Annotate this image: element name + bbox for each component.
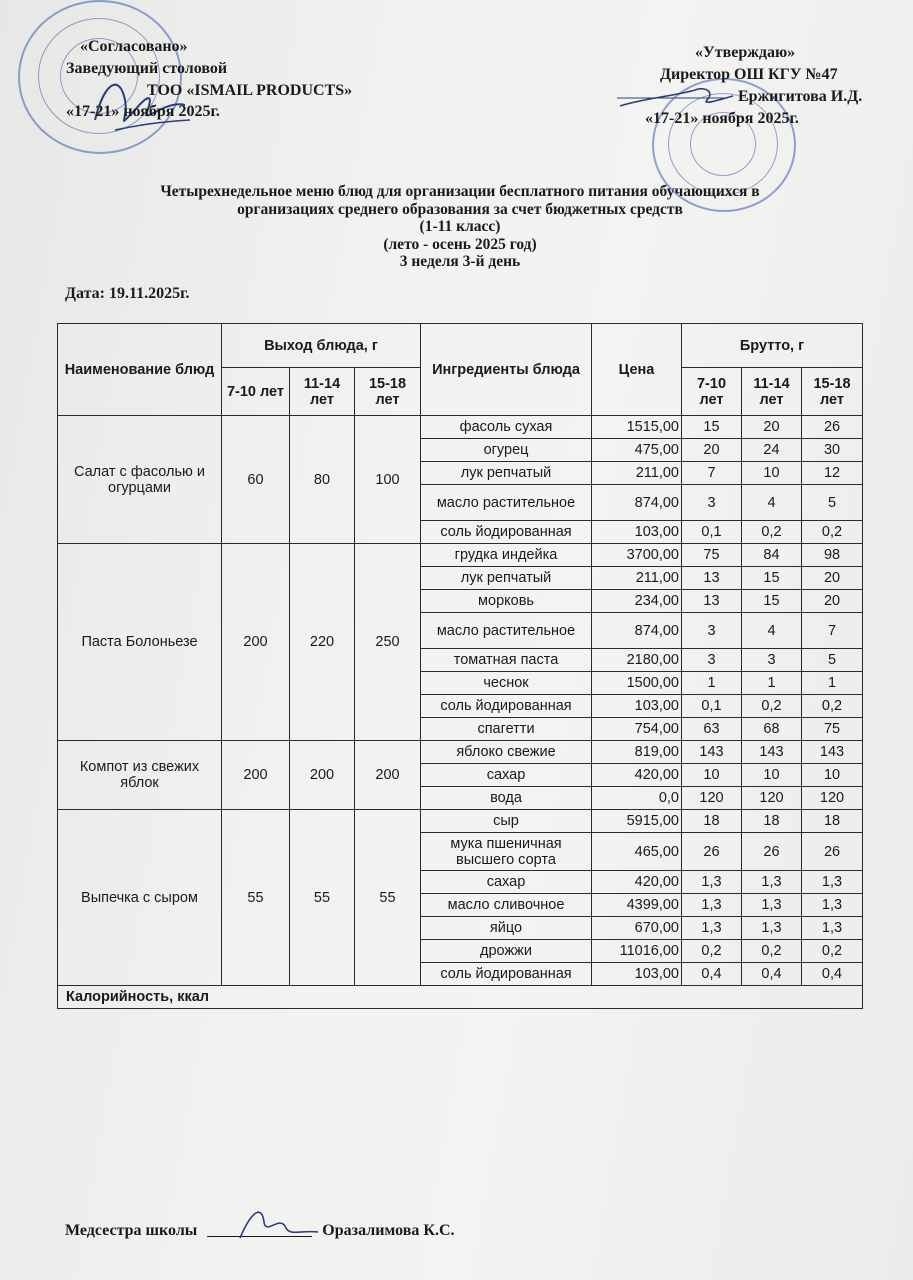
ingredient-name: мука пшеничная высшего сорта bbox=[421, 833, 592, 871]
menu-table bbox=[57, 323, 863, 1009]
ingredient-price: 103,00 bbox=[592, 695, 682, 718]
dish-yield-2: 200 bbox=[290, 741, 355, 810]
table-row bbox=[58, 741, 863, 764]
brutto-value-2: 24 bbox=[742, 439, 802, 462]
dish-name: Салат с фасолью и огурцами bbox=[58, 416, 222, 544]
ingredient-name: вода bbox=[421, 787, 592, 810]
header-dish-name: Наименование блюд bbox=[58, 324, 222, 416]
brutto-value-1: 0,1 bbox=[682, 695, 742, 718]
header-yield-age-11-14: 11-14 лет bbox=[290, 368, 355, 416]
brutto-value-2: 84 bbox=[742, 544, 802, 567]
dish-yield-3: 100 bbox=[355, 416, 421, 544]
dish-name: Выпечка с сыром bbox=[58, 810, 222, 986]
brutto-value-1: 75 bbox=[682, 544, 742, 567]
menu-date: Дата: 19.11.2025г. bbox=[65, 285, 190, 302]
dish-yield-3: 200 bbox=[355, 741, 421, 810]
brutto-value-1: 63 bbox=[682, 718, 742, 741]
ingredient-name: грудка индейка bbox=[421, 544, 592, 567]
brutto-value-3: 1 bbox=[802, 672, 863, 695]
dish-yield-3: 250 bbox=[355, 544, 421, 741]
brutto-value-1: 0,1 bbox=[682, 521, 742, 544]
brutto-value-2: 143 bbox=[742, 741, 802, 764]
ingredient-price: 2180,00 bbox=[592, 649, 682, 672]
brutto-value-2: 0,2 bbox=[742, 940, 802, 963]
ingredient-name: сахар bbox=[421, 764, 592, 787]
header-brutto-age-15-18: 15-18 лет bbox=[802, 368, 863, 416]
brutto-value-1: 7 bbox=[682, 462, 742, 485]
brutto-value-3: 1,3 bbox=[802, 894, 863, 917]
title-line-3: (1-11 класс) bbox=[419, 218, 501, 235]
ingredient-name: масло растительное bbox=[421, 485, 592, 521]
brutto-value-1: 15 bbox=[682, 416, 742, 439]
title-line-5: 3 неделя 3-й день bbox=[399, 253, 521, 270]
dish-yield-1: 200 bbox=[222, 741, 290, 810]
brutto-value-3: 30 bbox=[802, 439, 863, 462]
brutto-value-2: 0,2 bbox=[742, 521, 802, 544]
ingredient-name: огурец bbox=[421, 439, 592, 462]
director-title: Директор ОШ КГУ №47 bbox=[660, 66, 838, 83]
brutto-value-3: 0,2 bbox=[802, 940, 863, 963]
ingredient-price: 0,0 bbox=[592, 787, 682, 810]
header-yield: Выход блюда, г bbox=[222, 324, 421, 368]
brutto-value-1: 13 bbox=[682, 590, 742, 613]
header-brutto: Брутто, г bbox=[682, 324, 863, 368]
brutto-value-2: 1,3 bbox=[742, 871, 802, 894]
brutto-value-3: 18 bbox=[802, 810, 863, 833]
brutto-value-2: 15 bbox=[742, 567, 802, 590]
brutto-value-2: 18 bbox=[742, 810, 802, 833]
ingredient-name: соль йодированная bbox=[421, 963, 592, 986]
company-name: ТОО «ISMAIL PRODUCTS» bbox=[147, 82, 353, 99]
ingredient-name: лук репчатый bbox=[421, 567, 592, 590]
brutto-value-1: 18 bbox=[682, 810, 742, 833]
ingredient-price: 103,00 bbox=[592, 963, 682, 986]
ingredient-price: 754,00 bbox=[592, 718, 682, 741]
brutto-value-1: 1,3 bbox=[682, 871, 742, 894]
brutto-value-2: 68 bbox=[742, 718, 802, 741]
brutto-value-3: 7 bbox=[802, 613, 863, 649]
director-name: Ержигитова И.Д. bbox=[738, 88, 863, 105]
approval-date-left: «17-21» ноября 2025г. bbox=[66, 103, 220, 120]
nurse-signature bbox=[232, 1200, 322, 1245]
brutto-value-1: 13 bbox=[682, 567, 742, 590]
dish-yield-2: 220 bbox=[290, 544, 355, 741]
dish-yield-1: 55 bbox=[222, 810, 290, 986]
approval-label: «Согласовано» bbox=[80, 38, 188, 55]
brutto-value-3: 20 bbox=[802, 567, 863, 590]
brutto-value-1: 1 bbox=[682, 672, 742, 695]
ingredient-price: 103,00 bbox=[592, 521, 682, 544]
ingredient-name: соль йодированная bbox=[421, 521, 592, 544]
title-line-2: организациях среднего образования за счет бюджетных средств bbox=[237, 200, 683, 218]
nurse-name: Оразалимова К.С. bbox=[322, 1222, 455, 1239]
brutto-value-2: 4 bbox=[742, 613, 802, 649]
brutto-value-3: 98 bbox=[802, 544, 863, 567]
brutto-value-2: 1,3 bbox=[742, 894, 802, 917]
brutto-value-2: 4 bbox=[742, 485, 802, 521]
brutto-value-1: 26 bbox=[682, 833, 742, 871]
brutto-value-2: 1 bbox=[742, 672, 802, 695]
nurse-label: Медсестра школы bbox=[65, 1222, 198, 1239]
ingredient-name: лук репчатый bbox=[421, 462, 592, 485]
brutto-value-1: 10 bbox=[682, 764, 742, 787]
brutto-value-3: 0,2 bbox=[802, 695, 863, 718]
brutto-value-1: 20 bbox=[682, 439, 742, 462]
brutto-value-1: 1,3 bbox=[682, 894, 742, 917]
brutto-value-1: 120 bbox=[682, 787, 742, 810]
ingredient-price: 5915,00 bbox=[592, 810, 682, 833]
brutto-value-1: 3 bbox=[682, 485, 742, 521]
dish-yield-1: 200 bbox=[222, 544, 290, 741]
brutto-value-3: 5 bbox=[802, 649, 863, 672]
brutto-value-2: 1,3 bbox=[742, 917, 802, 940]
ingredient-name: сахар bbox=[421, 871, 592, 894]
brutto-value-2: 0,4 bbox=[742, 963, 802, 986]
brutto-value-2: 3 bbox=[742, 649, 802, 672]
brutto-value-2: 10 bbox=[742, 462, 802, 485]
table-row bbox=[58, 810, 863, 833]
brutto-value-1: 1,3 bbox=[682, 917, 742, 940]
header-brutto-age-7-10: 7-10 лет bbox=[682, 368, 742, 416]
brutto-value-3: 143 bbox=[802, 741, 863, 764]
table-row bbox=[58, 416, 863, 439]
brutto-value-2: 120 bbox=[742, 787, 802, 810]
title-line-4: (лето - осень 2025 год) bbox=[383, 235, 537, 253]
title-line-1: Четырехнедельное меню блюд для организации бесплатного питания обучающихся в bbox=[160, 183, 760, 200]
ingredient-price: 1500,00 bbox=[592, 672, 682, 695]
header-ingredients: Ингредиенты блюда bbox=[421, 324, 592, 416]
ingredient-name: чеснок bbox=[421, 672, 592, 695]
ingredient-price: 670,00 bbox=[592, 917, 682, 940]
ingredient-price: 211,00 bbox=[592, 567, 682, 590]
ingredient-name: томатная паста bbox=[421, 649, 592, 672]
ingredient-price: 234,00 bbox=[592, 590, 682, 613]
ingredient-price: 4399,00 bbox=[592, 894, 682, 917]
brutto-value-2: 0,2 bbox=[742, 695, 802, 718]
brutto-value-3: 120 bbox=[802, 787, 863, 810]
brutto-value-1: 143 bbox=[682, 741, 742, 764]
brutto-value-3: 12 bbox=[802, 462, 863, 485]
brutto-value-3: 20 bbox=[802, 590, 863, 613]
dish-yield-2: 55 bbox=[290, 810, 355, 986]
ingredient-name: яблоко свежие bbox=[421, 741, 592, 764]
header-yield-age-7-10: 7-10 лет bbox=[222, 368, 290, 416]
ingredient-name: сыр bbox=[421, 810, 592, 833]
dish-yield-1: 60 bbox=[222, 416, 290, 544]
header-brutto-age-11-14: 11-14 лет bbox=[742, 368, 802, 416]
header-price: Цена bbox=[592, 324, 682, 416]
ingredient-price: 211,00 bbox=[592, 462, 682, 485]
ingredient-price: 465,00 bbox=[592, 833, 682, 871]
table-row bbox=[58, 544, 863, 567]
ingredient-name: морковь bbox=[421, 590, 592, 613]
approval-date-right: «17-21» ноября 2025г. bbox=[645, 110, 799, 127]
ingredient-price: 3700,00 bbox=[592, 544, 682, 567]
ingredient-price: 11016,00 bbox=[592, 940, 682, 963]
ingredient-price: 819,00 bbox=[592, 741, 682, 764]
brutto-value-3: 26 bbox=[802, 416, 863, 439]
ingredient-price: 1515,00 bbox=[592, 416, 682, 439]
brutto-value-1: 0,2 bbox=[682, 940, 742, 963]
ingredient-name: масло сливочное bbox=[421, 894, 592, 917]
calories-row: Калорийность, ккал bbox=[58, 986, 863, 1009]
header-yield-age-15-18: 15-18 лет bbox=[355, 368, 421, 416]
brutto-value-2: 26 bbox=[742, 833, 802, 871]
brutto-value-1: 3 bbox=[682, 649, 742, 672]
brutto-value-1: 3 bbox=[682, 613, 742, 649]
ingredient-price: 874,00 bbox=[592, 613, 682, 649]
ingredient-price: 475,00 bbox=[592, 439, 682, 462]
brutto-value-2: 20 bbox=[742, 416, 802, 439]
ingredient-name: фасоль сухая bbox=[421, 416, 592, 439]
brutto-value-2: 15 bbox=[742, 590, 802, 613]
brutto-value-3: 0,2 bbox=[802, 521, 863, 544]
ingredient-price: 420,00 bbox=[592, 871, 682, 894]
dish-yield-3: 55 bbox=[355, 810, 421, 986]
brutto-value-3: 75 bbox=[802, 718, 863, 741]
brutto-value-3: 0,4 bbox=[802, 963, 863, 986]
brutto-value-3: 1,3 bbox=[802, 917, 863, 940]
brutto-value-2: 10 bbox=[742, 764, 802, 787]
ingredient-name: яйцо bbox=[421, 917, 592, 940]
ingredient-name: масло растительное bbox=[421, 613, 592, 649]
brutto-value-3: 10 bbox=[802, 764, 863, 787]
brutto-value-3: 5 bbox=[802, 485, 863, 521]
document-title bbox=[60, 183, 860, 271]
brutto-value-1: 0,4 bbox=[682, 963, 742, 986]
dish-name: Паста Болоньезе bbox=[58, 544, 222, 741]
brutto-value-3: 1,3 bbox=[802, 871, 863, 894]
ingredient-name: соль йодированная bbox=[421, 695, 592, 718]
ingredient-price: 420,00 bbox=[592, 764, 682, 787]
ingredient-name: спагетти bbox=[421, 718, 592, 741]
menu-table-body bbox=[58, 416, 863, 986]
dish-yield-2: 80 bbox=[290, 416, 355, 544]
ingredient-price: 874,00 bbox=[592, 485, 682, 521]
canteen-head-title: Заведующий столовой bbox=[66, 60, 228, 77]
dish-name: Компот из свежих яблок bbox=[58, 741, 222, 810]
brutto-value-3: 26 bbox=[802, 833, 863, 871]
confirm-label: «Утверждаю» bbox=[695, 44, 796, 61]
ingredient-name: дрожжи bbox=[421, 940, 592, 963]
